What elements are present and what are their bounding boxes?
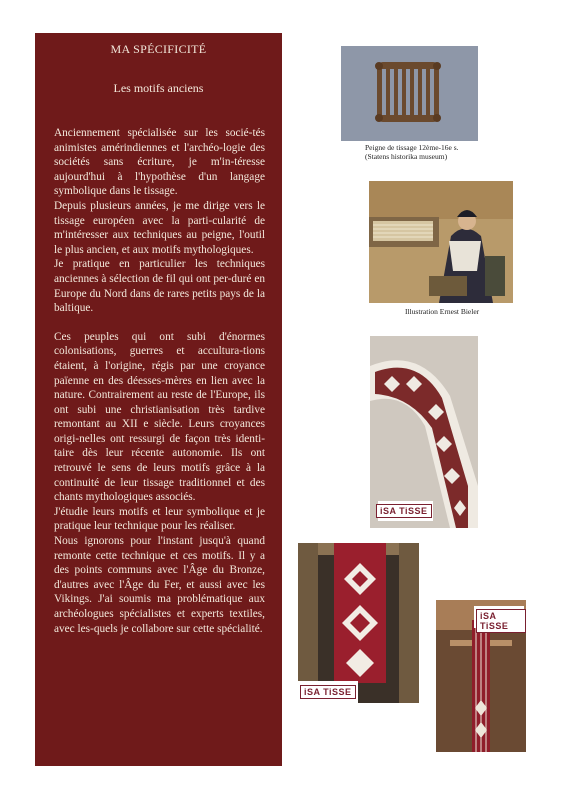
- comb-caption-line: (Statens historika museum): [365, 152, 448, 161]
- paragraph: J'étudie leurs motifs et leur symbolique et je pratique leur technique pour les réaliser.: [54, 505, 265, 533]
- band-photo-3: [436, 600, 526, 752]
- body-text: [54, 126, 265, 636]
- panel-subtitle: Les motifs anciens: [113, 81, 204, 95]
- band-photo-2: [298, 543, 419, 703]
- paragraph: Anciennement spécialisée sur les socié-tés animistes amérindiennes et l'archéo-logie des sociétés sans écriture, je m'in-téresse aujourd'hui à l'hypothèse d'un langage symbolique dans le tissage.: [54, 127, 265, 198]
- paragraph: Je pratique en particulier les techniques anciennes à sélection de fil qui ont per-duré en Europe du Nord dans de rares petits pays de la baltique.: [54, 258, 265, 315]
- comb-caption: [365, 143, 505, 161]
- panel-title: MA SPÉCIFICITÉ: [110, 42, 207, 56]
- loom-band-illustration: [298, 543, 419, 703]
- comb-illustration: [341, 46, 478, 141]
- paragraph: Nous ignorons pour l'instant jusqu'à quand remonte cette technique et ces motifs. Il y a des points communs avec l'Âge du Bronze, d'autres avec l'Âge du Fer, et aussi avec les Vikings. J'ai soumis ma problématique aux archéologues spécialistes et experts textiles, avec les-quels je collabore sur cette spécialité.: [54, 535, 265, 635]
- paragraph: Ces peuples qui ont subi d'énormes colonisations, guerres et accultura-tions étaient, à l'origine, régis par une croyance païenne en des déesses-mères en lien avec la nature. Contrairement au reste de l'Europe, ils ont subi une christianisation très tardive remontant au XII e siècle. Leurs croyances origi-nelles ont ressurgi de façon très identi-taire dès leur récente autonomie. Ils ont retrouvé le sens de leurs motifs grâce à la continuité de leur tissage traditionnel et des chants mythologiques associés.: [54, 330, 265, 504]
- painting-caption: Illustration Ernest Bieler: [405, 307, 480, 316]
- isatisse-logo: iSA TiSSE: [376, 504, 432, 518]
- woven-band-illustration: [370, 336, 478, 528]
- paragraph: Depuis plusieurs années, je me dirige vers le tissage européen avec la parti-cularité de m'intéresser aux techniques au peigne, l'outil le plus ancien, et aux motifs mythologiques.: [54, 199, 265, 256]
- painting-photo: [369, 181, 513, 303]
- band-photo-1: [370, 336, 478, 528]
- isatisse-logo: iSA TiSSE: [476, 609, 526, 633]
- comb-photo: [341, 46, 478, 141]
- text-panel: [35, 33, 282, 766]
- isatisse-logo: iSA TiSSE: [300, 685, 356, 699]
- comb-caption-line: Peigne de tissage 12ème-16e s.: [365, 143, 459, 152]
- painting-illustration: [369, 181, 513, 303]
